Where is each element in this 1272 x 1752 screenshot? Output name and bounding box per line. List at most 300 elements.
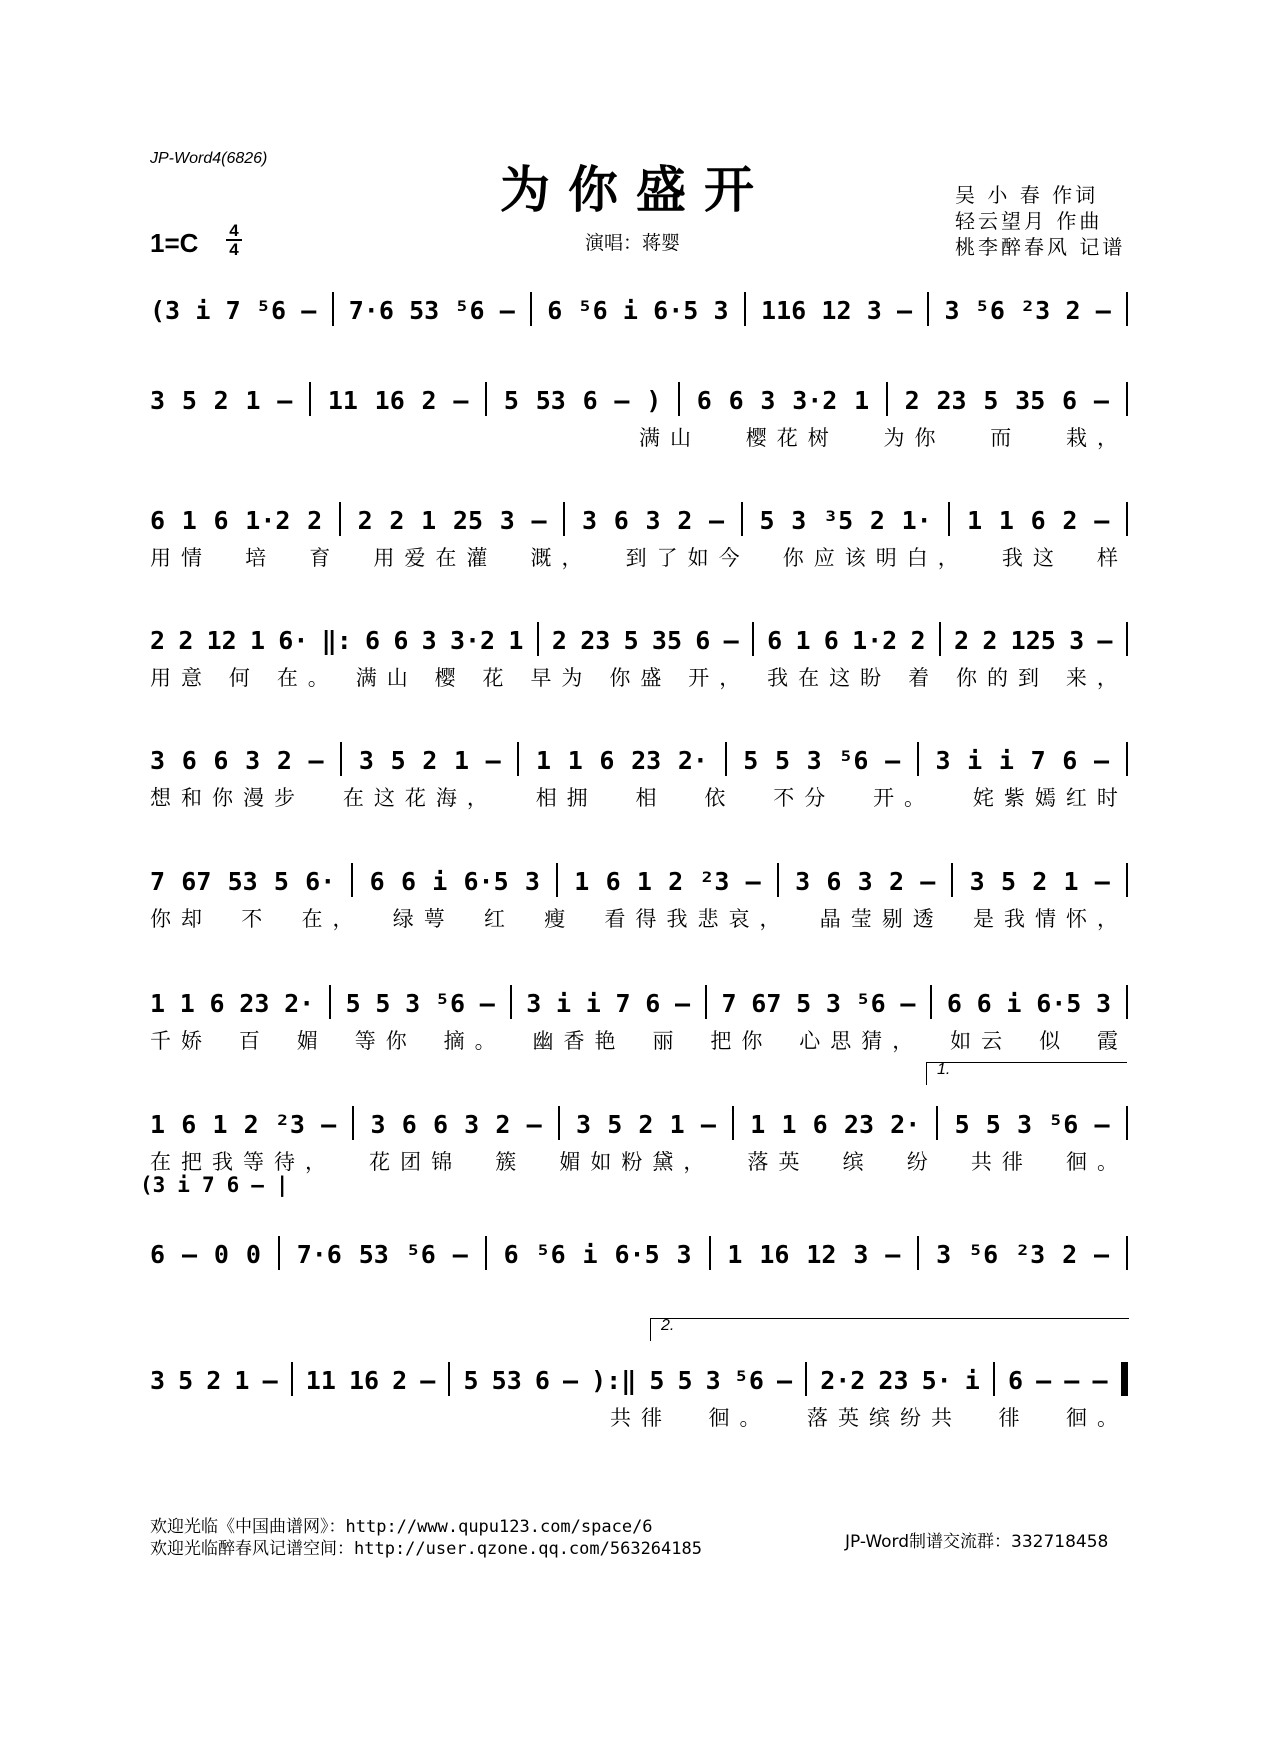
lyrics-row — [150, 1025, 1128, 1055]
barline — [340, 742, 342, 776]
lyric-word: 你的到 — [955, 666, 1049, 690]
note: ⁵6 — [733, 1366, 764, 1395]
note-row — [150, 282, 1128, 326]
lyric-word: 在， — [301, 907, 364, 931]
note: 3 — [713, 296, 729, 325]
note: ⁵6 — [855, 989, 886, 1018]
note: 3 — [499, 506, 515, 535]
note: – — [885, 1240, 901, 1269]
note: 53 — [491, 1366, 522, 1395]
note: 1 — [795, 626, 811, 655]
song-title: 为你盛开 — [500, 160, 772, 219]
note: 1 — [150, 1110, 166, 1139]
note: 1 — [854, 386, 870, 415]
note: 6 — [226, 1173, 240, 1197]
note: 1 — [181, 506, 197, 535]
note: 2 — [178, 626, 194, 655]
lyric-word: 晶莹剔透 — [819, 907, 944, 931]
lyric-word: 似 — [1039, 1029, 1071, 1053]
note: 5 — [390, 746, 406, 775]
lyrics-row — [150, 903, 1128, 933]
composer-credit: 轻云望月 作曲 — [955, 209, 1103, 233]
note: 6 — [946, 989, 962, 1018]
note: 1 — [567, 746, 583, 775]
lyric-word: 着 — [908, 666, 940, 690]
note: 11 — [327, 386, 358, 415]
note: 3 — [857, 867, 873, 896]
lyric-word: 徊。 — [1066, 1406, 1128, 1430]
note: 3 — [1069, 626, 1085, 655]
note: ²3 — [1020, 296, 1051, 325]
lyric-word: 等你 — [354, 1029, 417, 1053]
note: 53 — [535, 386, 566, 415]
barline — [1126, 863, 1128, 897]
note: 1 — [234, 1366, 250, 1395]
note: i — [555, 989, 572, 1018]
note: i — [964, 1366, 980, 1395]
note: 1 — [150, 989, 166, 1018]
note: 5 — [345, 989, 361, 1018]
lyric-word: 在把我等待， — [150, 1150, 336, 1174]
note: 2 — [276, 746, 292, 775]
note: 6· — [305, 867, 336, 896]
lyrics-row — [150, 542, 1128, 572]
note: 23 — [631, 746, 662, 775]
note: 1 — [245, 386, 261, 415]
note: ⁵6 — [1048, 1110, 1079, 1139]
barline — [678, 382, 680, 416]
note: 53 — [409, 296, 440, 325]
singer-credit: 演唱：蒋婴 — [585, 232, 681, 254]
barline — [1126, 742, 1128, 776]
note: 2 — [910, 626, 926, 655]
lyric-word: 徊。 — [708, 1406, 771, 1430]
note: 7 — [1030, 746, 1046, 775]
lyric-word: 来， — [1065, 666, 1128, 690]
note-row — [150, 1096, 1128, 1140]
repeat-sign: ):‖ — [591, 1366, 637, 1395]
note: – — [1094, 506, 1110, 535]
note: 116 — [761, 296, 807, 325]
note: 1 — [781, 1110, 797, 1139]
note: 5 — [273, 867, 289, 896]
note: – — [531, 506, 547, 535]
note: 6 — [401, 1110, 417, 1139]
note: – — [1093, 746, 1110, 775]
note: 2 — [888, 867, 904, 896]
barline — [951, 863, 953, 897]
note: – — [745, 867, 761, 896]
footer-links — [150, 1516, 702, 1560]
note: 6·5 — [1036, 989, 1082, 1018]
note: 35 — [1015, 386, 1046, 415]
note-row — [150, 612, 1128, 656]
note: 23 — [936, 386, 967, 415]
lyric-word: 百 — [238, 1029, 270, 1053]
note: 5 — [178, 1366, 194, 1395]
lyric-word: 绿萼 — [392, 907, 455, 931]
note: 3 — [645, 506, 661, 535]
note: 3 — [935, 746, 951, 775]
note: – — [181, 1240, 198, 1269]
note: 6 — [605, 867, 621, 896]
barline — [448, 1362, 450, 1396]
note: – — [526, 1110, 542, 1139]
note: – — [485, 746, 501, 775]
note: 2 — [389, 506, 405, 535]
lyrics-row — [150, 662, 1128, 692]
lyric-word: 瘦 — [544, 907, 576, 931]
barline — [1126, 1106, 1128, 1140]
note: 3 — [866, 296, 882, 325]
note: ⁵6 — [434, 989, 466, 1018]
lyric-word: 不分 — [773, 786, 836, 810]
note: 2 — [243, 1110, 259, 1139]
note: – — [321, 1110, 337, 1139]
time-signature — [226, 222, 242, 258]
note: 3 — [806, 746, 822, 775]
lyric-word: 你应该明白， — [782, 546, 969, 570]
note: – — [1092, 1366, 1108, 1395]
note: 3 — [969, 867, 985, 896]
lyric-word: 落英 — [747, 1150, 810, 1174]
barline — [777, 863, 779, 897]
note: – — [723, 626, 739, 655]
note: 6 — [213, 506, 229, 535]
lyric-word: 千娇 — [150, 1029, 212, 1053]
lyric-word: 共徘 — [970, 1150, 1033, 1174]
lyric-word: 缤 — [842, 1150, 874, 1174]
footer-link-qzone[interactable]: 欢迎光临醉春风记谱空间：http://user.qzone.qq.com/563264185 — [150, 1539, 702, 1559]
barline — [917, 1236, 919, 1270]
lyric-word: 用意 — [150, 666, 212, 690]
note: 7·6 — [296, 1240, 342, 1269]
lyric-word: 用情 — [150, 546, 212, 570]
note: 16 — [374, 386, 405, 415]
note: – — [1097, 626, 1113, 655]
barline — [917, 742, 919, 776]
note: ²3 — [699, 867, 730, 896]
note: 1 — [249, 626, 266, 655]
lyric-word: 摘。 — [443, 1029, 506, 1053]
note: 2 — [982, 626, 998, 655]
note: 5 — [623, 626, 639, 655]
note: 3 — [575, 1110, 592, 1139]
note: ⁵6 — [255, 296, 286, 325]
note-row — [150, 372, 1128, 416]
note: 5 — [503, 386, 519, 415]
note: 6 — [1030, 506, 1046, 535]
note: 1 — [1063, 867, 1079, 896]
note: 2· — [284, 989, 315, 1018]
note: 3 — [370, 1110, 386, 1139]
footer-link-qupu[interactable]: 欢迎光临《中国曲谱网》：http://www.qupu123.com/space/6 — [150, 1517, 653, 1537]
note: 3·2 — [792, 386, 838, 415]
lyric-word: 而 — [990, 426, 1022, 450]
note: ⁵6 — [454, 296, 485, 325]
barline — [744, 292, 746, 326]
note: 2 — [495, 1110, 511, 1139]
lyric-word: 开， — [688, 666, 751, 690]
note: 3·2 — [449, 626, 496, 655]
note: 7·6 — [348, 296, 394, 325]
note: 6 — [1062, 746, 1078, 775]
note: ⁵6 — [405, 1240, 436, 1269]
note: ⁵6 — [577, 296, 608, 325]
note: 7 — [615, 989, 631, 1018]
barline — [351, 863, 353, 897]
note: 5 — [985, 1110, 1001, 1139]
barline — [1126, 985, 1128, 1019]
note: 11 — [305, 1366, 336, 1395]
note: 2 — [677, 506, 693, 535]
barline — [563, 502, 565, 536]
note-row — [150, 1226, 1128, 1270]
note: 6 — [767, 626, 783, 655]
lyric-word: 看得我悲哀， — [604, 907, 791, 931]
note: 6 — [976, 989, 992, 1018]
note: 3 — [944, 296, 960, 325]
note: 6 — [645, 989, 661, 1018]
note: 23 — [239, 989, 270, 1018]
lyrics-row — [150, 1146, 1128, 1176]
note: 2 — [392, 1366, 408, 1395]
note: ⁵6 — [535, 1240, 566, 1269]
lyric-word: 为你 — [883, 426, 946, 450]
note: – — [1094, 867, 1110, 896]
note: 5 — [181, 386, 197, 415]
note: 5· — [921, 1366, 952, 1395]
note: 2 — [638, 1110, 654, 1139]
lyric-word: 是我情怀， — [973, 907, 1128, 931]
volta-number: 2. — [661, 1317, 675, 1334]
lyricist-credit: 吴 小 春 作词 — [955, 183, 1099, 207]
note: 67 — [751, 989, 782, 1018]
note: – — [700, 1110, 716, 1139]
note: – — [452, 1240, 468, 1269]
note: 2 — [551, 626, 567, 655]
note: 6 — [826, 867, 842, 896]
note: i — [1006, 989, 1022, 1018]
note: (3 — [140, 1173, 166, 1197]
final-barline — [1121, 1362, 1128, 1396]
note: 5 — [774, 746, 791, 775]
note: 6 — [613, 506, 629, 535]
note: – — [499, 296, 515, 325]
note: 1 — [421, 506, 437, 535]
note: i — [582, 1240, 598, 1269]
volta-bracket — [926, 1062, 1127, 1085]
note: 6 — [365, 626, 381, 655]
note: i — [585, 989, 601, 1018]
note: 12 — [206, 626, 237, 655]
lyric-word: 姹紫嫣红时 — [972, 786, 1128, 810]
barline — [558, 1106, 560, 1140]
note-row — [150, 1352, 1128, 1396]
note: 1 — [212, 1110, 228, 1139]
note: 5 — [759, 506, 775, 535]
note: – — [1094, 1110, 1110, 1139]
note: 3 — [421, 626, 437, 655]
note: 2 — [357, 506, 373, 535]
lyrics-row — [610, 1402, 1128, 1432]
barline — [709, 1236, 711, 1270]
note: 3 — [524, 867, 540, 896]
lyric-word: 媚 — [296, 1029, 328, 1053]
note: 125 — [1010, 626, 1056, 655]
lyric-word: 到了如今 — [625, 546, 750, 570]
note: 2 — [422, 746, 438, 775]
barline — [517, 742, 519, 776]
barline — [927, 292, 929, 326]
note: 5 — [463, 1366, 479, 1395]
lyric-word: 想和你漫步 — [150, 786, 305, 810]
note: 1 — [536, 746, 552, 775]
barline — [1126, 382, 1128, 416]
lyric-word: 用爱在灌 — [373, 546, 498, 570]
note: 3 — [464, 1110, 480, 1139]
barline — [805, 1362, 807, 1396]
note: 6 — [823, 626, 839, 655]
software-tag: JP-Word4(6826) — [150, 150, 268, 167]
note: 6 — [181, 746, 197, 775]
barline — [732, 1106, 734, 1140]
note: 12 — [821, 296, 852, 325]
barline — [1126, 1236, 1128, 1270]
lyric-word: 如云 — [950, 1029, 1013, 1053]
note: 35 — [651, 626, 683, 655]
note: – — [301, 296, 317, 325]
note: 6 — [696, 386, 712, 415]
note: 5 — [743, 746, 759, 775]
note: 3 — [936, 1240, 952, 1269]
note: – — [1094, 1240, 1110, 1269]
barline — [886, 382, 888, 416]
note: – — [776, 1366, 793, 1395]
barline — [510, 985, 512, 1019]
lyric-word: 花团锦 — [369, 1150, 463, 1174]
barline — [309, 382, 311, 416]
note: 3 — [150, 1366, 166, 1395]
barline — [485, 1236, 487, 1270]
repeat-sign: ‖: — [321, 626, 352, 655]
note: 5 — [796, 989, 812, 1018]
lyric-word: 霞 — [1096, 1029, 1128, 1053]
note: 6 — [503, 1240, 519, 1269]
lyric-word: 满山 — [639, 426, 701, 450]
note: 6 — [534, 1366, 550, 1395]
note: 3 — [853, 1240, 869, 1269]
lyric-word: 樱 — [434, 666, 466, 690]
note: ⁵6 — [968, 1240, 999, 1269]
note: 2· — [677, 746, 708, 775]
note: ²3 — [274, 1110, 305, 1139]
transcriber-credit: 桃李醉春风 记谱 — [955, 235, 1126, 259]
note: 23 — [580, 626, 611, 655]
barline — [725, 742, 727, 776]
note: 6 — [150, 506, 166, 535]
barline — [752, 622, 754, 656]
note: 2 — [904, 386, 920, 415]
note: – — [251, 1173, 264, 1197]
note: 3 — [581, 506, 598, 535]
lyric-word: 开。 — [873, 786, 936, 810]
note: – — [920, 867, 936, 896]
note: 0 — [245, 1240, 261, 1269]
note: 3 — [405, 989, 421, 1018]
barline — [537, 622, 539, 656]
note: 6 — [547, 296, 563, 325]
barline — [705, 985, 707, 1019]
note: 6 — [599, 746, 615, 775]
barline — [556, 863, 558, 897]
upper-staff-notes — [140, 1170, 289, 1200]
time-signature-bottom: 4 — [229, 240, 239, 259]
note: 1 — [998, 506, 1014, 535]
note: i — [177, 1173, 190, 1197]
note: 3 — [676, 1240, 692, 1269]
lyric-word: 不 — [241, 907, 273, 931]
note: 6 — [369, 867, 385, 896]
note: – — [262, 1366, 278, 1395]
lyric-word: 样 — [1097, 546, 1128, 570]
lyric-word: 我在这盼 — [767, 666, 892, 690]
barline — [332, 292, 334, 326]
note: (3 — [150, 296, 181, 325]
note: 1· — [901, 506, 932, 535]
lyric-word: 育 — [309, 546, 341, 570]
note: – — [885, 746, 901, 775]
note: ⁵6 — [838, 746, 869, 775]
note: 23 — [878, 1366, 909, 1395]
note: i — [195, 296, 211, 325]
note: 12 — [806, 1240, 837, 1269]
lyric-word: 你却 — [150, 907, 212, 931]
barline — [936, 1106, 938, 1140]
note: 2· — [890, 1110, 921, 1139]
note: 2 — [869, 506, 885, 535]
note: 3 — [791, 506, 807, 535]
barline — [1126, 292, 1128, 326]
note: i — [967, 746, 983, 775]
note: ⁵6 — [974, 296, 1005, 325]
note: 6 — [400, 867, 416, 896]
note: 2 — [1062, 506, 1078, 535]
lyric-word: 丽 — [652, 1029, 684, 1053]
lyric-word: 满山 — [355, 666, 418, 690]
note-row — [150, 732, 1128, 776]
note: – — [1036, 1366, 1052, 1395]
note: – — [1064, 1366, 1080, 1395]
lyrics-row — [639, 422, 1128, 452]
note: 3 — [1096, 989, 1112, 1018]
key-signature: 1=C — [150, 228, 199, 258]
note: 1·2 — [245, 506, 291, 535]
note: – — [420, 1366, 436, 1395]
note: – — [614, 386, 630, 415]
note: 6 — [393, 626, 409, 655]
barline — [1126, 502, 1128, 536]
barline — [939, 622, 941, 656]
note: 67 — [181, 867, 212, 896]
note: 3 — [150, 386, 166, 415]
barline — [741, 502, 743, 536]
note: – — [1095, 296, 1111, 325]
note: 5 — [1000, 867, 1016, 896]
lyric-word: 栽， — [1066, 426, 1128, 450]
note: 5 — [649, 1366, 665, 1395]
note: 0 — [213, 1240, 229, 1269]
